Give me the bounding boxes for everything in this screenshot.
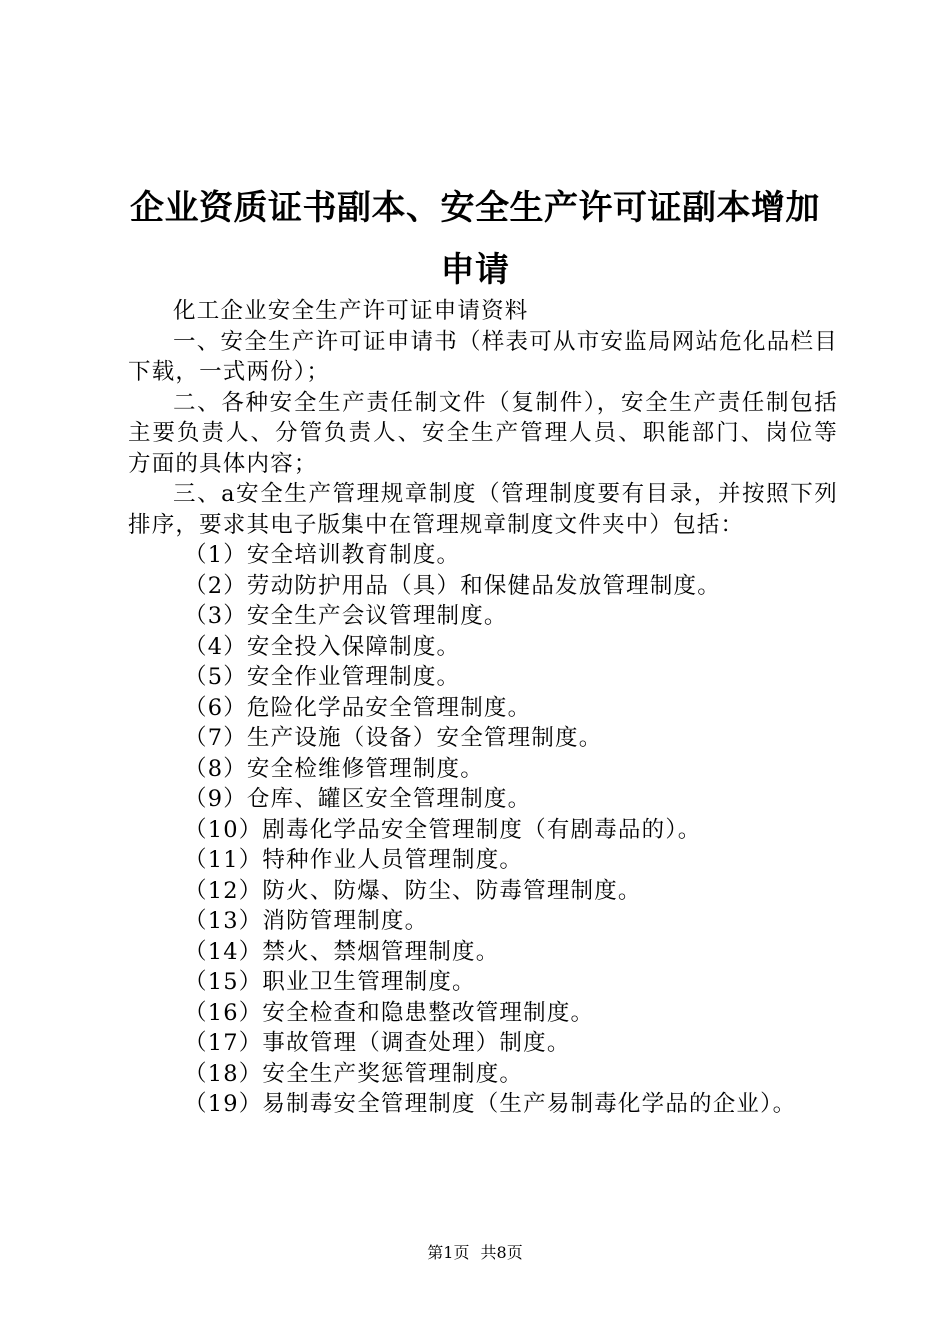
list-item: （11）特种作业人员管理制度。 <box>184 847 524 873</box>
list-item: （16）安全检查和隐患整改管理制度。 <box>184 999 595 1026</box>
list-item: （10）剧毒化学品安全管理制度（有剧毒品的）。 <box>184 816 702 843</box>
page-footer <box>0 1243 950 1263</box>
list-item: （13）消防管理制度。 <box>184 908 429 934</box>
section-heading: 化工企业安全生产许可证申请资料 <box>173 298 529 324</box>
document-title-line-1: 企业资质证书副本、安全生产许可证副本增加 <box>130 188 820 228</box>
paragraph-management-rules: 三、a安全生产管理规章制度（管理制度要有目录，并按照下列排序，要求其电子版集中在管理规章制度文件夹中）包括： <box>128 481 838 538</box>
list-item: （2）劳动防护用品（具）和保健品发放管理制度。 <box>184 572 721 599</box>
list-item: （18）安全生产奖惩管理制度。 <box>184 1060 524 1087</box>
list-item: （14）禁火、禁烟管理制度。 <box>184 938 500 965</box>
list-item: （1）安全培训教育制度。 <box>184 542 461 568</box>
list-item: （17）事故管理（调查处理）制度。 <box>184 1030 571 1056</box>
list-item: （8）安全检维修管理制度。 <box>184 755 484 782</box>
list-item: （3）安全生产会议管理制度。 <box>184 603 508 629</box>
page-number: 第1页 <box>427 1243 470 1262</box>
list-item: （5）安全作业管理制度。 <box>184 664 461 690</box>
list-item: （6）危险化学品安全管理制度。 <box>184 694 532 721</box>
paragraph-responsibility-system: 二、各种安全生产责任制文件（复制件），安全生产责任制包括主要负责人、分管负责人、安全生产管理人员、职能部门、岗位等方面的具体内容； <box>128 389 838 477</box>
paragraph-application-form: 一、安全生产许可证申请书（样表可从市安监局网站危化品栏目下载，一式两份）； <box>128 328 838 385</box>
list-item: （4）安全投入保障制度。 <box>184 633 461 660</box>
rules-list <box>128 540 838 1120</box>
list-item: （12）防火、防爆、防尘、防毒管理制度。 <box>184 877 642 904</box>
page-total: 共8页 <box>480 1243 523 1262</box>
list-item: （19）易制毒安全管理制度（生产易制毒化学品的企业）。 <box>184 1091 797 1117</box>
document-body <box>128 296 838 1120</box>
list-item: （7）生产设施（设备）安全管理制度。 <box>184 725 603 751</box>
document-title-line-2: 申请 <box>440 250 510 290</box>
list-item: （15）职业卫生管理制度。 <box>184 969 476 995</box>
list-item: （9）仓库、罐区安全管理制度。 <box>184 786 532 812</box>
